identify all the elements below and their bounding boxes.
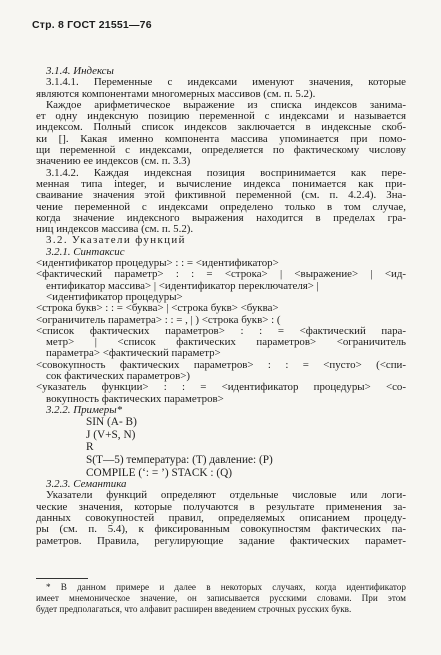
paragraph-line: ниц индексов массива (см. п. 5.2). (36, 223, 194, 236)
example-code-line: COMPILE (‘: = ’) STACK : (Q) (86, 466, 233, 479)
paragraph-line: данных совокупностей правил, определяемых описанием процеду- (36, 512, 406, 525)
paragraph-line: значению ее индексов (см. п. 3.3) (36, 155, 191, 168)
footnote-line: имеет мнемоническое значение, он записывается русскими словами. При этом (36, 592, 406, 603)
paragraph-line: 3.1.4.2. Каждая индексная позиция воспринимается как пере- (46, 166, 406, 179)
footnote-divider (36, 578, 88, 579)
subsection-heading-examples: 3.2.2. Примеры* (46, 403, 123, 416)
syntax-line: <фактический параметр> : : = <строка> | <выражение> | <ид- (36, 268, 406, 281)
syntax-line: <ограничитель параметра> : : = , | ) <строка букв> : ( (36, 313, 281, 326)
syntax-line: <идентификатор процедуры> : : = <идентификатор> (36, 257, 279, 270)
paragraph-line: ет одну индексную позицию переменной с индексами и называется (36, 110, 406, 123)
running-head: Стр. 8 ГОСТ 21551—76 (32, 19, 152, 31)
syntax-line: <совокупность фактических параметров> : : = <пусто> (<спи- (36, 358, 406, 371)
subsection-heading-syntax: 3.2.1. Синтаксис (46, 245, 125, 258)
paragraph-line: ры (см. п. 5.4), к фиксированным совокупностям фактических па- (36, 523, 406, 536)
section-heading-indexes: 3.1.4. Индексы (46, 65, 114, 77)
body-text (36, 66, 406, 547)
example-code-line: SIN (A- B) (86, 416, 137, 429)
syntax-line: вокупность фактических параметров> (46, 392, 224, 405)
paragraph-line: 3.1.4.1. Переменные с индексами именуют значения, которые (46, 76, 406, 89)
syntax-line: <строка букв> : : = <буква> | <строка букв> <буква> (36, 302, 279, 315)
section-heading-function-designators: 3.2. Указатели функций (46, 234, 186, 247)
paragraph-line: ки []. Какая именно компонента массива упоминается при помо- (36, 132, 406, 145)
syntax-line: <идентификатор процедуры> (46, 290, 183, 303)
paragraph-line: индексом. Полный список индексов заключается в индексные скоб- (36, 121, 406, 134)
footnote (36, 582, 406, 614)
example-code-line: J (V+S, N) (86, 428, 136, 441)
paragraph-line: ческие значения, которые получаются в результате применения за- (36, 500, 406, 513)
footnote-line: * В данном примере и далее в некоторых случаях, когда идентификатор (46, 582, 406, 592)
syntax-line: <список фактических параметров> : : = <фактический пара- (36, 324, 406, 337)
example-code-line: S(T—5) температура: (T) давление: (P) (86, 453, 273, 466)
paragraph-line: щи переменной с индексами, определяется по фактическому числову (36, 144, 406, 157)
paragraph-line: когда значение индексного выражения находится в пределах гра- (36, 211, 406, 224)
example-code-line: R (86, 441, 94, 454)
paragraph-line: являются компонентами многомерных массивов (см. п. 5.2). (36, 87, 316, 100)
subsection-heading-semantics: 3.2.3. Семантика (46, 478, 127, 491)
paragraph-line: раметров. Правила, регулирующие задание фактических парамет- (36, 534, 406, 547)
syntax-line: <указатель функции> : : = <идентификатор процедуры> <со- (36, 381, 406, 394)
paragraph-line: менная типа integer, и вычисление индекса понимается как при- (36, 177, 406, 190)
footnote-line: будет предполагаться, что алфавит расширен введением строчных русских букв. (36, 603, 352, 614)
syntax-line: метр> | <список фактических параметров> <ограничитель (46, 336, 406, 349)
syntax-line: параметра> <фактический параметр> (46, 347, 221, 360)
paragraph-line: чение переменной с индексами определено только в том случае, (36, 200, 406, 213)
syntax-line: ентификатор массива> | <идентификатор переключателя> | (46, 279, 319, 292)
paragraph-line: сваивание значения этой фиктивной переменной (см. п. 4.2.4). Зна- (36, 189, 406, 202)
paragraph-line: Указатели функций определяют отдельные числовые или логи- (46, 489, 406, 502)
syntax-line: сок фактических параметров>) (46, 370, 190, 383)
paragraph-line: Каждое арифметическое выражение из списка индексов занима- (46, 98, 406, 111)
